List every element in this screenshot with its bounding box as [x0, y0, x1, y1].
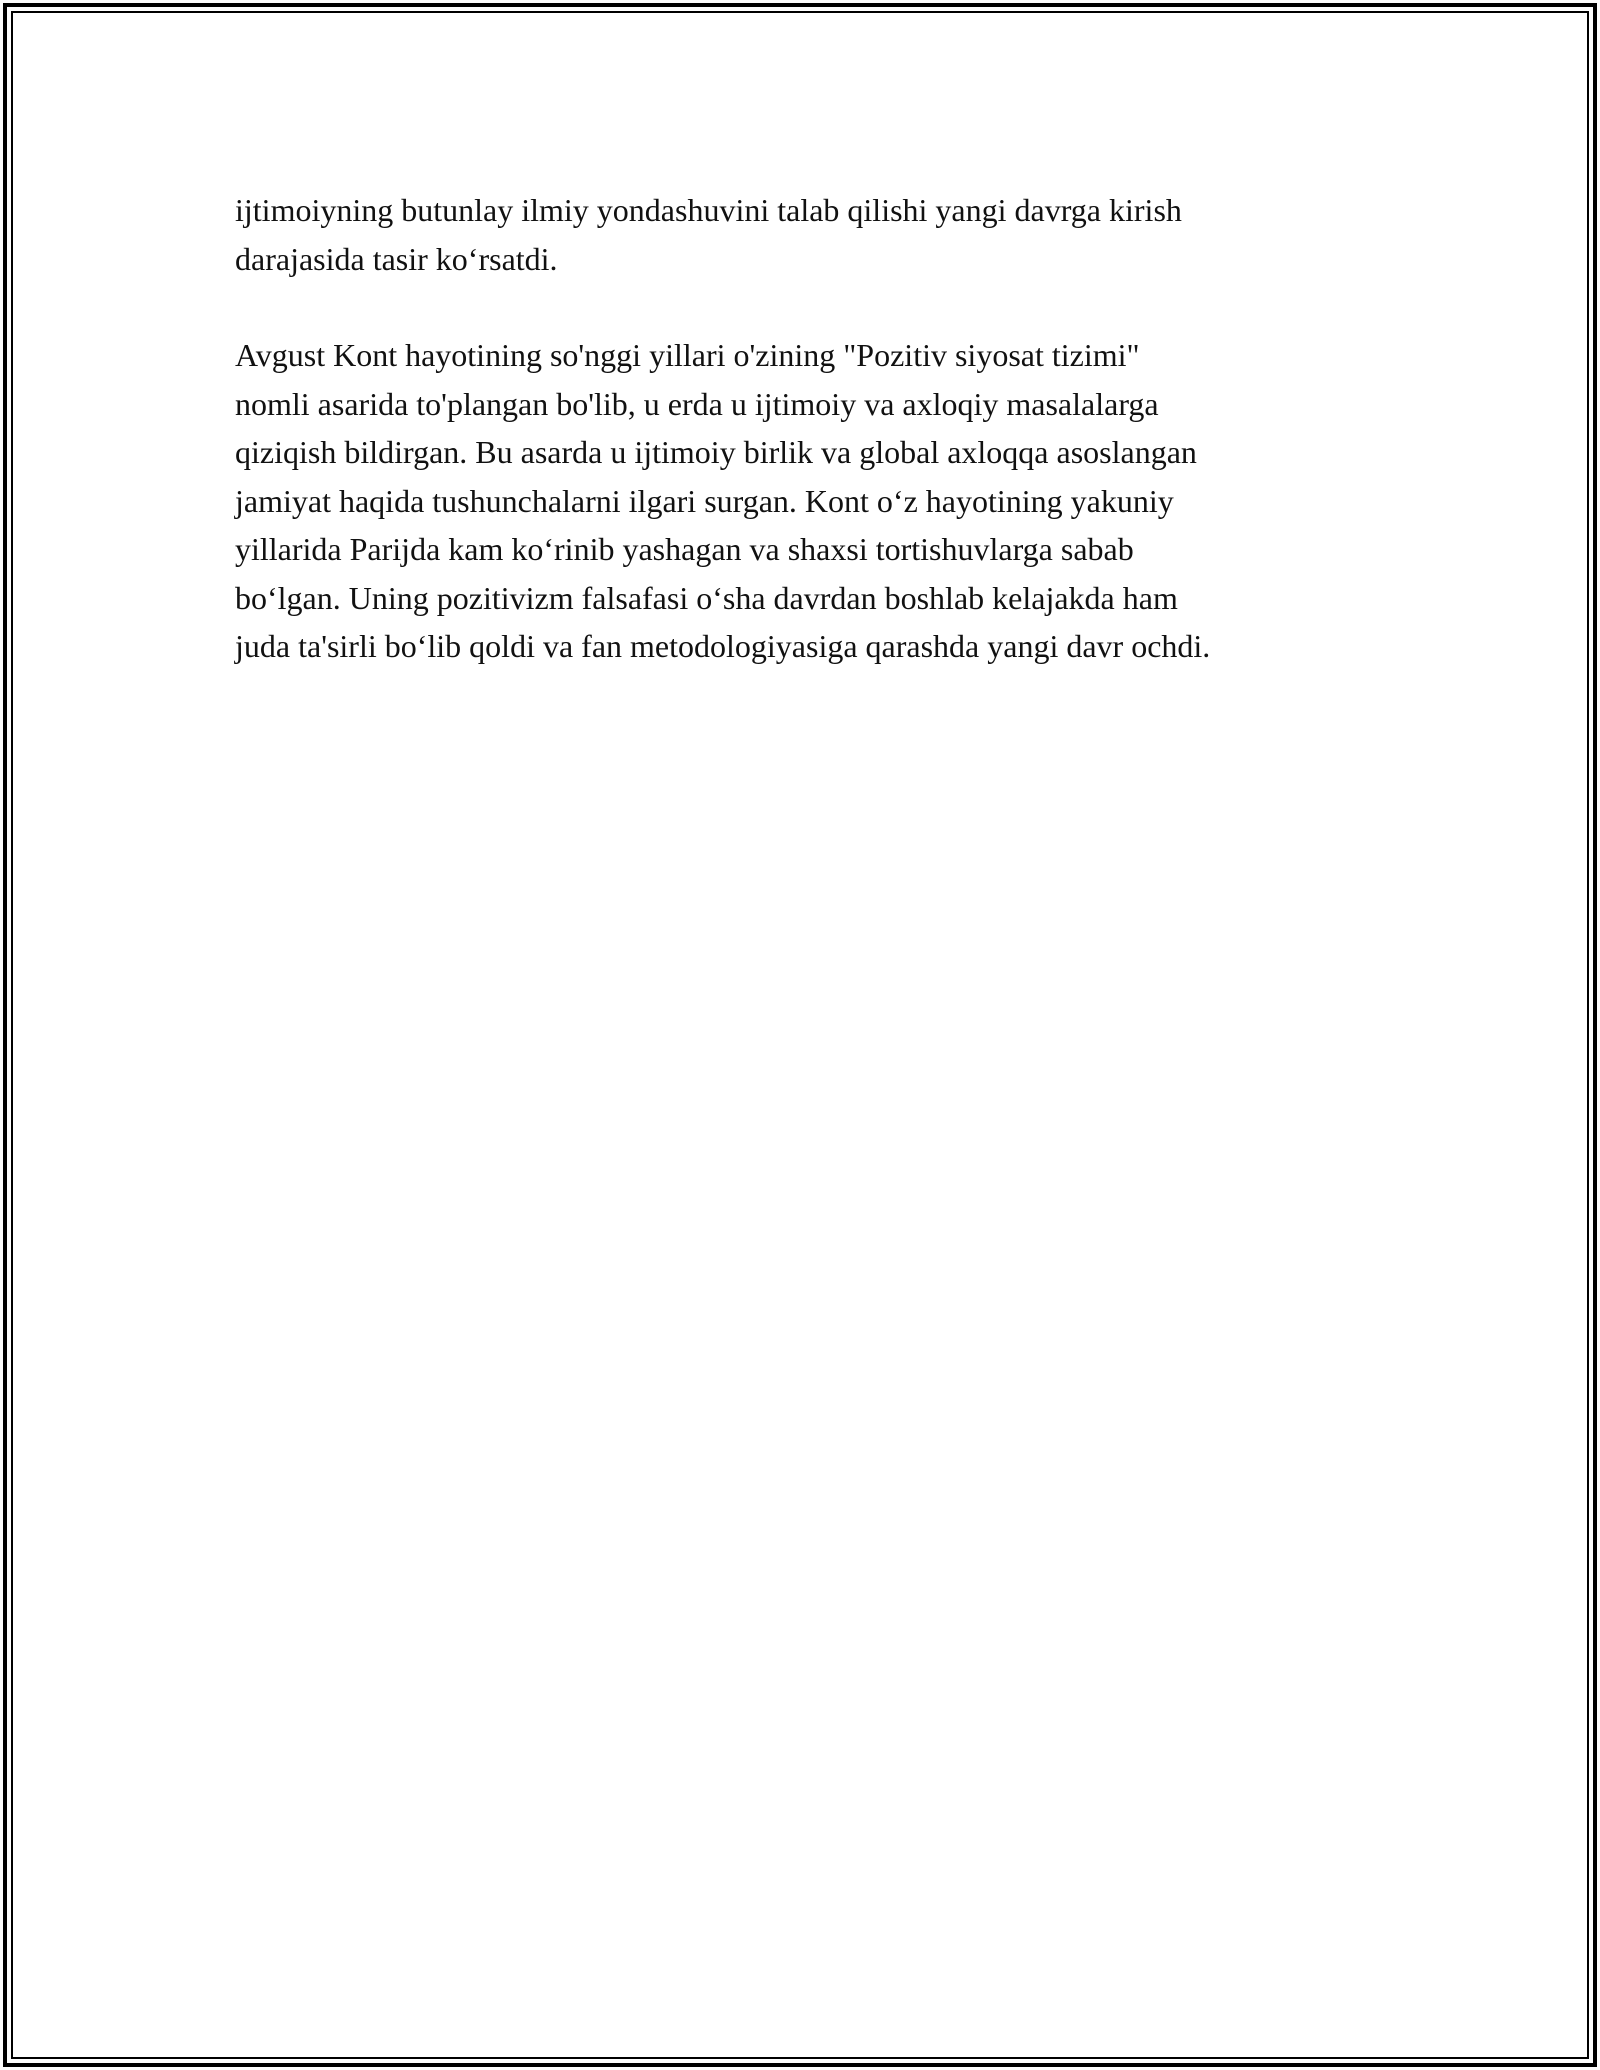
text-line: juda ta'sirli bo‘lib qoldi va fan metodologiyasiga qarashda yangi davr ochdi. [235, 628, 1211, 664]
text-line: Avgust Kont hayotining so'nggi yillari o'zining "Pozitiv siyosat tizimi" [235, 337, 1140, 373]
text-line: bo‘lgan. Uning pozitivizm falsafasi o‘sha davrdan boshlab kelajakda ham [235, 579, 1178, 616]
paragraph-1 [235, 186, 1385, 283]
text-line: ijtimoiyning butunlay ilmiy yondashuvini talab qilishi yangi davrga kirish [235, 192, 1182, 228]
paragraph-2 [235, 331, 1385, 671]
text-line: jamiyat haqida tushunchalarni ilgari surgan. Kont o‘z hayotining yakuniy [235, 482, 1174, 519]
text-line: nomli asarida to'plangan bo'lib, u erda u ijtimoiy va axloqiy masalalarga [235, 385, 1159, 422]
text-line: qiziqish bildirgan. Bu asarda u ijtimoiy birlik va global axloqqa asoslangan [235, 434, 1197, 470]
text-line: darajasida tasir ko‘rsatdi. [235, 240, 558, 277]
text-line: yillarida Parijda kam ko‘rinib yashagan va shaxsi tortishuvlarga sabab [235, 531, 1134, 567]
document-body [235, 186, 1385, 671]
